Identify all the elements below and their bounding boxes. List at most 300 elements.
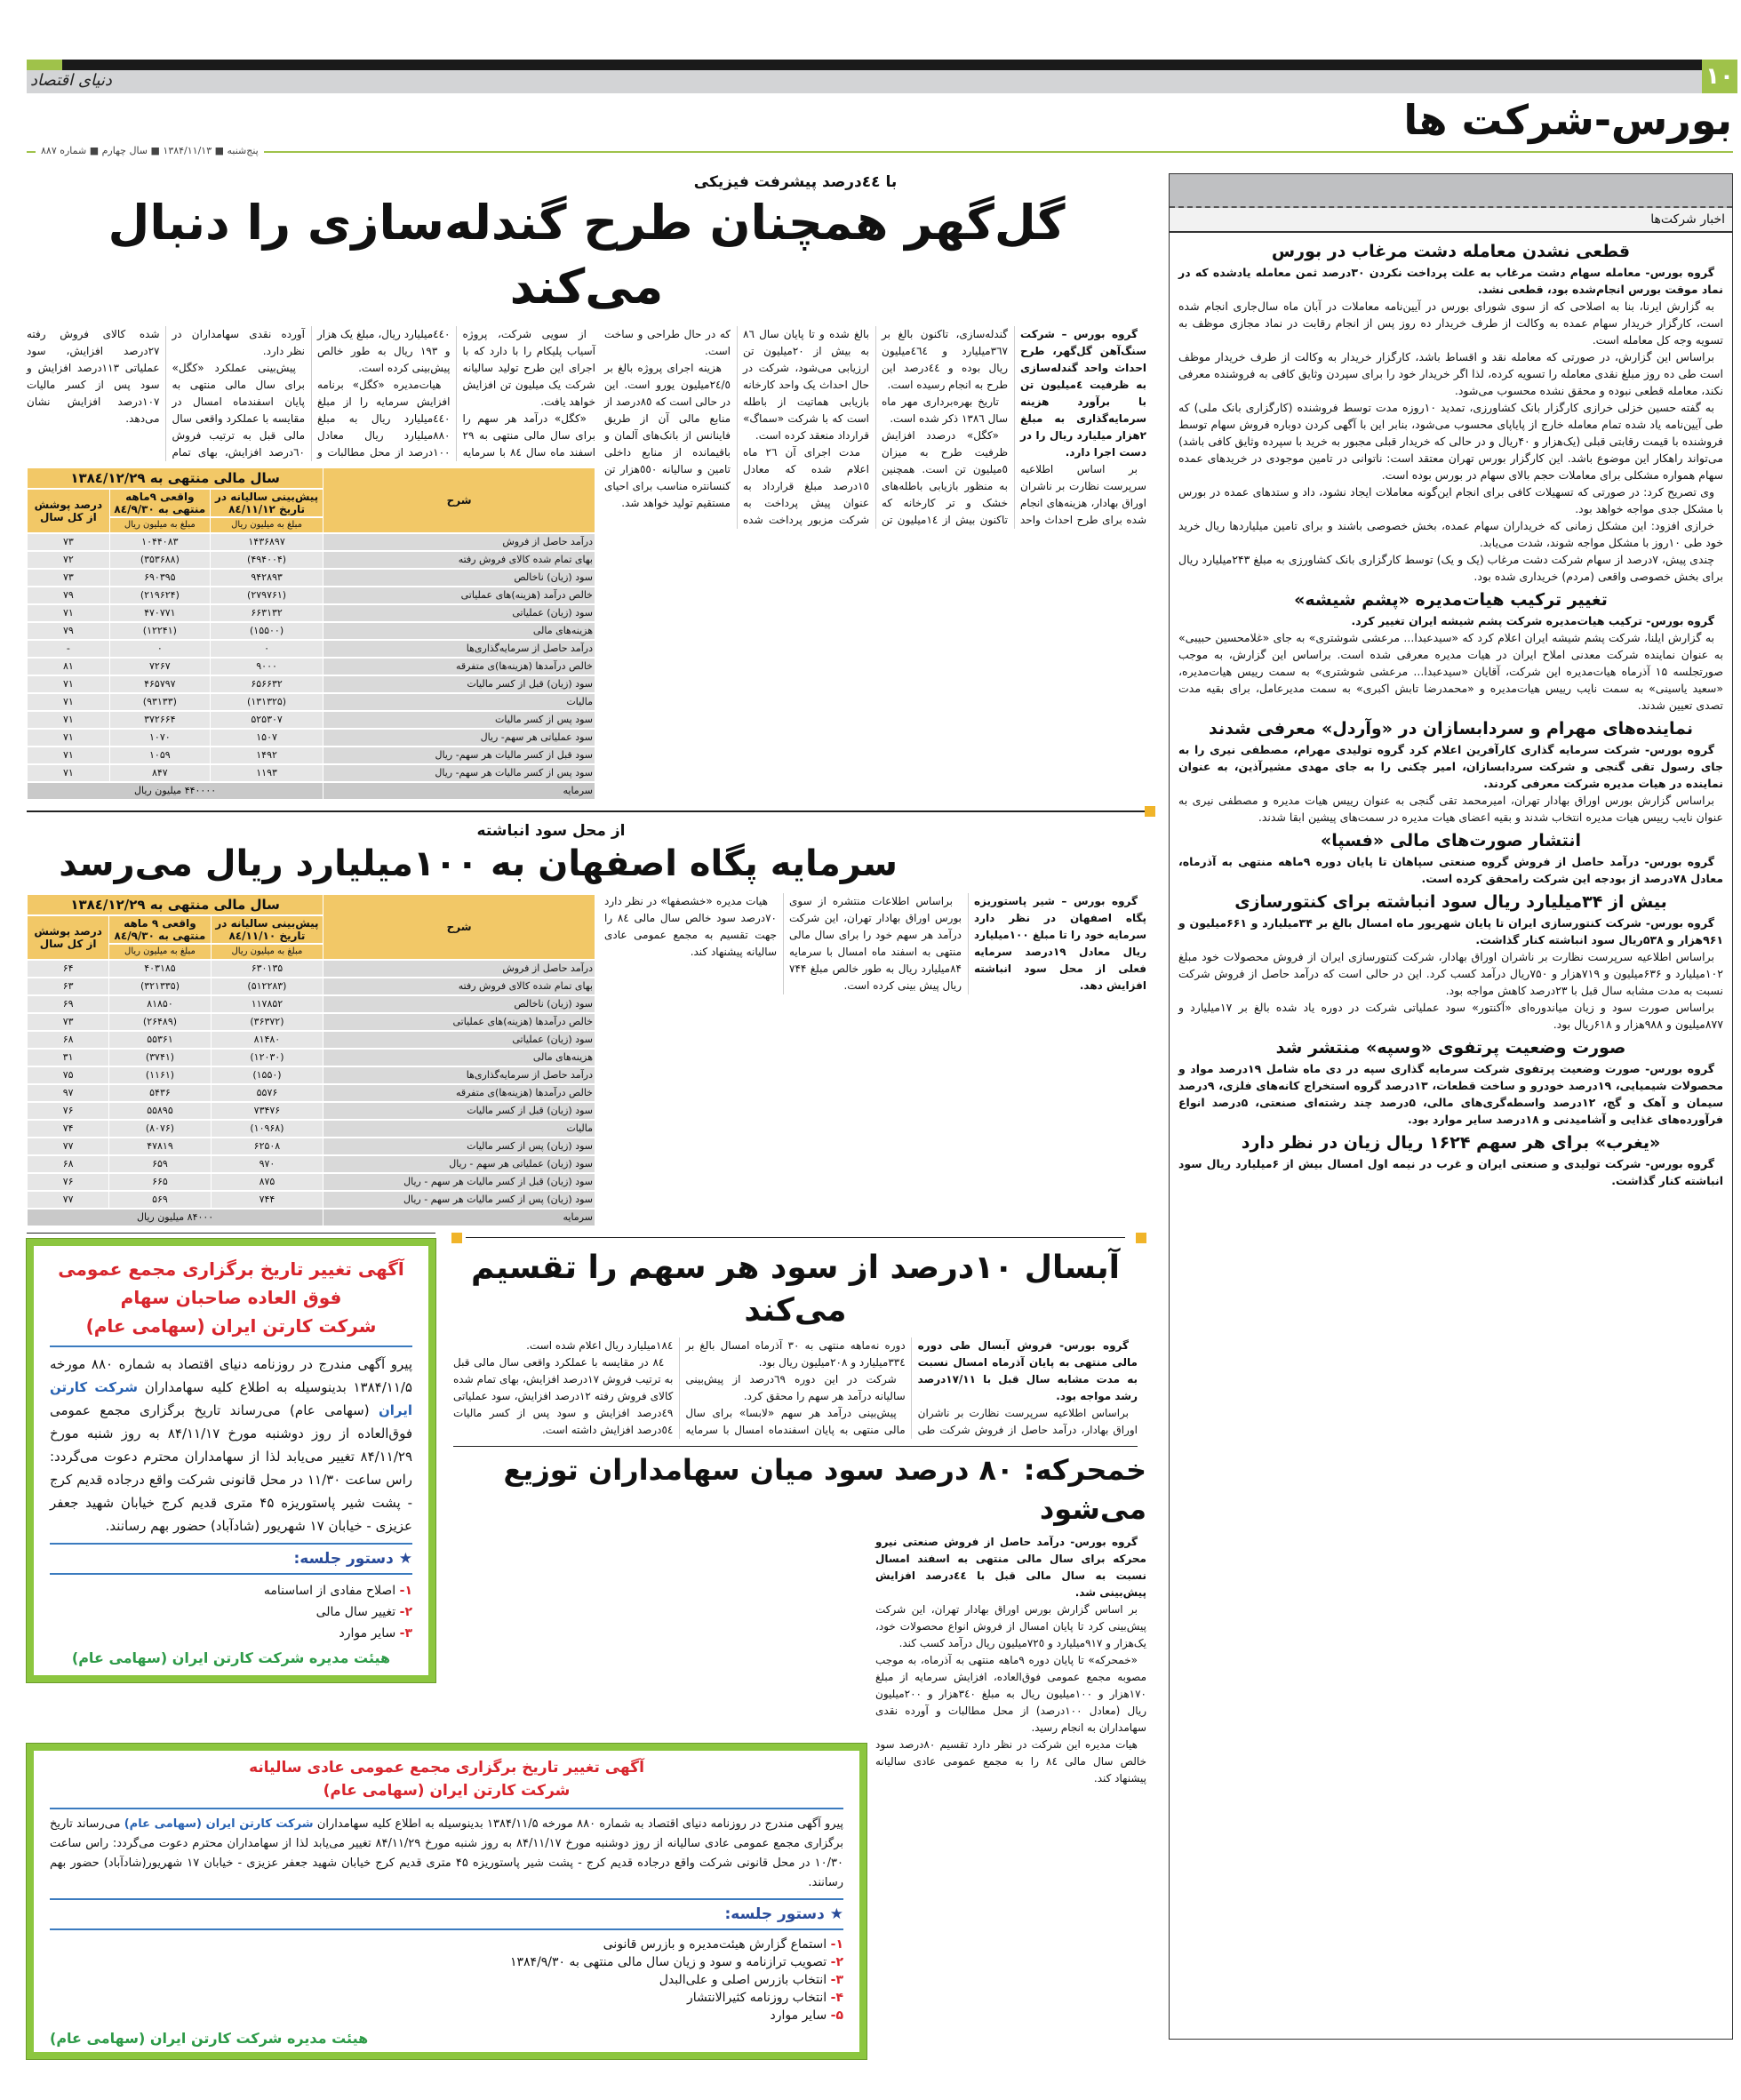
article2-body [604, 893, 1146, 994]
coverage-pct: ۶۸ [28, 1032, 108, 1048]
article-paragraph: گروه بورس- فروش آبسال طی دوره مالی منتهی به پایان آذرماه امسال نسبت به مدت مشابه سال قبل با ۱۷/۱۱درصد رشد مواجه بود. [917, 1339, 1138, 1402]
article-paragraph: ۸٤ در مقایسه با عملکرد واقعی سال مالی قبل به ترتیب فروش ۱۷درصد افزایش، بهای تمام شده کالای فروش رفته ۱۲درصد افزایش، سود عملیاتی ٤۹درصد افزایش و سود پس از کسر مالیات ٥٤درصد افزایش داشته است. [453, 1356, 674, 1436]
row-label: سود (زیان) ناخالص [323, 570, 595, 586]
unit-label: مبلغ به میلیون ریال [211, 518, 323, 532]
table-row [28, 1085, 595, 1101]
forecast-value: ۹۴۲۸۹۳ [211, 570, 323, 586]
divider-line [466, 1237, 1125, 1238]
col-header-coverage-pct: درصد پوشش از کل سال [28, 490, 109, 532]
table-row [28, 996, 595, 1012]
actual-value: ۴۶۵۷۹۷ [110, 676, 210, 692]
capital-value: ۴۴۰۰۰۰ میلیون ریال [28, 783, 323, 799]
agenda-number: ۵- [830, 2008, 843, 2023]
agenda-text: تغییر سال مالی [315, 1605, 396, 1619]
forecast-value: ۶۳۰۱۳۵ [212, 961, 323, 977]
actual-value: ۰ [110, 641, 210, 657]
table-row [28, 534, 595, 550]
ad-signature: هیئت مدیره شرکت کارتن ایران (سهامی عام) [50, 2030, 369, 2047]
ad-body-text: پیرو آگهی مندرج در روزنامه دنیای اقتصاد به شماره ۸۸۰ مورخه ۱۳۸۴/۱۱/۵ بدینوسیله به اطلاع کلیه سهامداران [313, 1817, 843, 1831]
article-paragraph: از سویی شرکت، پروژه آسیاب پلیکام را با دارد که با اجرای این طرح تولید سالیانه شرکت یک میلیون تن افزایش خواهد یافت. [462, 328, 595, 408]
agenda-text: استماع گزارش هیئت‌مدیره و بازرس قانونی [603, 1937, 827, 1952]
forecast-value: ۱۴۹۲ [211, 747, 323, 763]
news-paragraph: براساس گزارش بورس اوراق بهادار تهران، امیرمحمد تقی گنجی به عنوان رییس هیات مدیره و مصطفی نیری به عنوان نایب رییس هیات مدیره انتخاب شدند و بقیه اعضای هیات مدیره در سمت‌های پیشین ابقا شدند. [1178, 794, 1723, 824]
coverage-pct: ۹۷ [28, 1085, 108, 1101]
article-paragraph: هیات مدیره این شرکت در نظر دارد تقسیم ۸۰درصد سود خالص سال مالی ۸٤ را به مجمع عمومی عادی سالیانه پیشنهاد کند. [875, 1738, 1147, 1785]
table-period-title: سال مالی منتهی به ۱۳۸٤/۱۲/۲۹ [28, 895, 323, 914]
table-row [28, 1014, 595, 1030]
capital-label: سرمایه [323, 783, 595, 799]
coverage-pct: ۷۷ [28, 1138, 108, 1154]
forecast-value: (۳۶۳۷۲) [212, 1014, 323, 1030]
article-paragraph: تاریخ بهره‌برداری مهر ماه سال ۱۳۸٦ ذکر شده است. [882, 395, 1008, 425]
article-paragraph: پیش‌بینی درآمد هر سهم «لابسا» برای سال مالی منتهی به پایان اسفندماه امسال با سرمایه ۱۸٤میلیارد ریال اعلام شده است. [526, 1339, 906, 1436]
forecast-value: ۱۱۹۳ [211, 765, 323, 781]
news-paragraph: گروه بورس- شرکت تولیدی و صنعتی ایران و غرب در نیمه اول امسال بیش از ۶میلیارد ریال سود انباشته کنار گذاشت. [1178, 1157, 1723, 1187]
actual-value: (۸۰۷۶) [109, 1121, 210, 1137]
ad-title-line: فوق العاده صاحبان سهام [120, 1287, 342, 1308]
row-label: سود (زیان) ناخالص [323, 996, 595, 1012]
forecast-value: ۹۰۰۰ [211, 659, 323, 675]
ad-extraordinary-meeting [27, 1239, 435, 1682]
article1-financial-table [27, 467, 595, 801]
ad-body-text: پیرو آگهی مندرج در روزنامه دنیای اقتصاد به شماره ۸۸۰ مورخه ۱۳۸۴/۱۱/۵ بدینوسیله به اطلاع کلیه سهامداران [50, 1356, 412, 1395]
news-headline: «یغرب» برای هر سهم ۱۶۲۴ ریال زیان در نظر دارد [1241, 1133, 1661, 1153]
ad-body-text: می‌رساند تاریخ برگزاری مجمع عمومی عادی سالیانه از روز دوشنبه مورخ ۸۴/۱۱/۱۷ به روز شنبه مورخ ۸۴/۱۱/۲۹ تغییر می‌یابد لذا از سهامداران محترم دعوت می‌گردد: راس ساعت ۱۰/۳۰ در محل قانونی شرکت واقع درجاده قدیم کرج - پشت شیر پاستوریزه ۴۵ متری قدیم کرج خیابان شهید جعفر عزیزی - خیابان ۱۷ شهریور(شادآباد) حضور بهم رسانند. [50, 1817, 843, 1889]
actual-value: (۱۲۲۴۱) [110, 623, 210, 639]
forecast-value: (۱۳۱۳۲۵) [211, 694, 323, 710]
coverage-pct: ۶۴ [28, 961, 108, 977]
article1-headline: گل‌گهر همچنان طرح گندله‌سازی را دنبال می‌کند [108, 195, 1066, 315]
sidebar-news-item [1178, 1133, 1723, 1189]
coverage-pct: ۷۵ [28, 1067, 108, 1083]
row-label: سود (زیان) پس از کسر مالیات [323, 1138, 595, 1154]
article-paragraph: هیات مدیره «خشصفها» در نظر دارد ۷۰درصد سود خالص سال مالی ۸٤ را جهت تقسیم به مجمع عمومی عادی سالیانه پیشنهاد کند. [604, 895, 777, 958]
actual-value: (۳۵۳۶۸۸) [110, 552, 210, 568]
table-period-title: سال مالی منتهی به ۱۳۸٤/۱۲/۲۹ [28, 468, 323, 488]
row-label: سود (زیان) پس از کسر مالیات هر سهم - ریال [323, 1192, 595, 1208]
agenda-number: ۲- [830, 1955, 843, 1969]
forecast-value: ۱۱۷۸۵۲ [212, 996, 323, 1012]
col-header-description: شرح [323, 468, 595, 532]
row-label: سود (زیان) عملیاتی [323, 605, 595, 621]
agenda-text: سایر موارد [339, 1626, 396, 1641]
articles-3-4 [444, 1233, 1146, 1787]
agenda-number: ۱- [399, 1584, 412, 1598]
row-label: هزینه‌های مالی [323, 623, 595, 639]
article4-headline: خمحرکه: ۸۰ درصد سود میان سهامداران توزیع می‌شود [503, 1453, 1146, 1526]
forecast-value: (۱۲۰۳۰) [212, 1050, 323, 1066]
news-paragraph: براساس این گزارش، در صورتی که معامله نقد و اقساط باشد، کارگزار خریدار به وکالت از طرف خریدار موظف است طی ده روز مبلغ نقدی معامله را تسویه کرده، لذا اگر خریدار خود را برای سپردن وثایق کافی به فروشنده معرفی نکند، معامله قطعی نبوده و محقق نشده محسوب می‌شود. [1178, 350, 1723, 397]
article1-layout [27, 326, 1146, 801]
article1-left-block [27, 326, 595, 801]
forecast-value: ۶۲۵۰۸ [212, 1138, 323, 1154]
forecast-value: (۱۵۵۰) [212, 1067, 323, 1083]
sidebar-label: اخبار شرکت‌ها [1170, 208, 1732, 233]
ad-title-line: شرکت کارتن ایران (سهامی عام) [85, 1315, 377, 1337]
table-row [28, 978, 595, 994]
agenda-item [50, 1623, 412, 1644]
actual-value: (۳۷۴۱) [109, 1050, 210, 1066]
main-column [27, 173, 1146, 2068]
coverage-pct: ۷۱ [28, 694, 109, 710]
table-row [28, 765, 595, 781]
table-row [28, 623, 595, 639]
agenda-number: ۳- [830, 1973, 843, 1987]
section-title: بورس-شرکت ها [1403, 96, 1732, 144]
forecast-value: ۶۶۳۱۳۲ [211, 605, 323, 621]
row-label: مالیات [323, 694, 595, 710]
forecast-value: ۸۷۵ [212, 1174, 323, 1190]
ad-body [50, 1345, 412, 1545]
actual-value: ۳۷۲۶۶۴ [110, 712, 210, 728]
actual-value: (۳۲۱۳۳۵) [109, 978, 210, 994]
unit-label: مبلغ به میلیون ریال [212, 945, 323, 959]
forecast-value: ۱۴۳۶۸۹۷ [211, 534, 323, 550]
row-label: سود (زیان) قبل از کسر مالیات [323, 1103, 595, 1119]
capital-value: ۸۴۰۰۰ میلیون ریال [28, 1210, 323, 1226]
actual-value: ۱۰۴۴۰۸۳ [110, 534, 210, 550]
row-label: سود قبل از کسر مالیات هر سهم- ریال [323, 747, 595, 763]
col-header-actual: واقعی ۹ ماهه منتهی به ۸٤/۹/۳۰ [109, 916, 210, 943]
forecast-value: ۷۳۴۷۶ [212, 1103, 323, 1119]
news-paragraph: به گزارش ایلنا، شرکت پشم شیشه ایران اعلام کرد که «سیدعبدا... مرعشی شوشتری» به جای «غلامحسین حبیبی» به عنوان نماینده شرکت معدنی املاح ایران در هیات مدیره معرفی شده است. براساس این گزارش، به موجب صورتجلسه ۱۵ آذرماه هیات‌مدیره این شرکت، آقایان «سیدعبدا... مرعشی شوشتری» به سمت رییس هیات‌مدیره، «سعید یاسینی» به سمت نایب رییس هیات‌مدیره و «محمدرضا تابش اکبری» به سمت مدیرعامل، برای بقیه مدت تصدی تعیین شدند. [1178, 631, 1723, 712]
table-row [28, 641, 595, 657]
actual-value: ۴۷۰۷۷۱ [110, 605, 210, 621]
table-row [28, 694, 595, 710]
agenda-number: ۱- [830, 1937, 843, 1952]
coverage-pct: - [28, 641, 109, 657]
ad-agenda-list [50, 1580, 412, 1644]
agenda-item [50, 1601, 412, 1623]
news-paragraph: گروه بورس- صورت وضعیت پرتفوی شرکت سرمایه گذاری سپه در دی ماه شامل ۱۹درصد مواد و محصولات شیمیایی، ۱۹درصد خودرو و ساخت قطعات، ۱۳درصد گروه استخراج کانه‌های فلزی، ۹درصد سیمان و آهک و گچ، ۱۲درصد واسطه‌گری‌های مالی، ۵درصد چند رشته‌ای صنعتی، ۵درصد انواع فرآورده‌های غذایی و آشامیدنی و ۱۸درصد سایر موارد بود. [1178, 1062, 1723, 1126]
article-paragraph: «خمحرکه» تا پایان دوره ۹ماهه منتهی به آذرماه، به موجب مصوبه مجمع عمومی فوق‌العاده، افزایش سرمایه از مبلغ ۱۷۰هزار و ۱۰۰میلیون ریال به مبلغ ۳٤۰هزار و ۲۰۰میلیون ریال (معادل ۱۰۰درصد) از محل مطالبات و آورده نقدی سهامداران به انجام رسید. [875, 1654, 1146, 1734]
article-paragraph: گروه بورس – شیر پاستوریزه پگاه اصفهان در نظر دارد سرمایه خود را تا مبلغ ۱۰۰میلیارد ریال معادل ۱۹درصد سرمایه فعلی از محل سود انباشته افزایش دهد. [974, 895, 1146, 992]
coverage-pct: ۸۱ [28, 659, 109, 675]
forecast-value: ۰ [211, 641, 323, 657]
article1-body-continued [27, 326, 595, 461]
article-paragraph: شرکت در این دوره ٦۹درصد از پیش‌بینی سالیانه درآمد هر سهم را محقق کرد. [685, 1373, 906, 1402]
article-paragraph: «کگل» درصدد افزایش ظرفیت طرح به میزان ٥میلیون تن است. همچنین به منظور بازیابی باطله‌های خشک و تر کارخانه که تاکنون بیش از ١٤میلیون تن بالغ شده و تا پایان سال ۸٦ به بیش از ۲۰میلیون تن ارزیابی می‌شود، شرکت در حال احداث یک واحد کارخانه بازیابی هماتیت از باطله است که با شرکت «سماگ» قرارداد منعقد کرده است. [743, 328, 1008, 526]
ad-company-name: شرکت کارتن ایران (سهامی عام) [124, 1817, 314, 1831]
actual-value: ۴۰۳۱۸۵ [109, 961, 210, 977]
sidebar-news-item [1178, 1038, 1723, 1128]
masthead-band [27, 70, 1702, 93]
table-row [28, 1192, 595, 1208]
agenda-number: ۳- [399, 1626, 412, 1641]
row-label: سود پس از کسر مالیات هر سهم- ریال [323, 765, 595, 781]
row-label: خالص درآمدها (هزینه‌ها)ی متفرقه [323, 1085, 595, 1101]
sidebar-news-item [1178, 892, 1723, 1033]
article2-headline: سرمایه پگاه اصفهان به ۱۰۰میلیارد ریال می‌رسد [59, 843, 898, 884]
news-headline: انتشار صورت‌های مالی «فسپا» [1320, 831, 1582, 850]
newspaper-logo: دنیای اقتصاد [30, 71, 112, 90]
article-paragraph: هزینه اجرای پروژه بالغ بر ٢٤/٥میلیون یورو است. این در حالی است که ۸٥درصد از منابع مالی آن از طریق فاینانس از بانک‌های آلمان و باقیمانده از منابع داخلی تامین و سالیانه ٥٥۰هزار تن کنسانتره مناسب برای احیای مستقیم تولید خواهد شد. [604, 362, 731, 509]
agenda-item [50, 1953, 843, 1971]
unit-label: مبلغ به میلیون ریال [110, 518, 210, 532]
table-row [28, 659, 595, 675]
capital-row [28, 1210, 595, 1226]
row-label: سود (زیان) قبل از کسر مالیات [323, 676, 595, 692]
sidebar-news-item [1178, 590, 1723, 714]
article3-body [444, 1337, 1146, 1439]
coverage-pct: ۷۹ [28, 587, 109, 603]
news-paragraph: براساس اطلاعیه سرپرست نظارت بر ناشران اوراق بهادار، شرکت کنتورسازی ایران از فروش محصولات خود مبلغ ۱۰۲میلیارد و ۶۳۶میلیون و ۷۱۹هزار و ۷۵۰ریال درآمد کسب کرد. این در حالی است که درآمد حاصل از فروش شرکت نسبت به مدت مشابه سال قبل با ۲۳درصد کاهش مواجه بود. [1178, 950, 1723, 997]
ad-body-text: (سهامی عام) می‌رساند تاریخ برگزاری مجمع عمومی فوق‌العاده از روز دوشنبه مورخ ۸۴/۱۱/۱۷ به روز شنبه مورخ ۸۴/۱۱/۲۹ تغییر می‌یابد لذا از سهامداران محترم دعوت می‌گردد: راس ساعت ۱۱/۳۰ در محل قانونی شرکت واقع درجاده قدیم کرج - پشت شیر پاستوریزه ۴۵ متری قدیم کرج خیابان شهید جعفر عزیزی - خیابان ۱۷ شهریور (شادآباد) حضور بهم رسانند. [50, 1402, 413, 1534]
actual-value: (۹۳۱۳۳) [110, 694, 210, 710]
capital-row [28, 783, 595, 799]
row-label: سود (زیان) عملیاتی هر سهم - ریال [323, 1156, 595, 1172]
ad-annual-meeting [27, 1744, 867, 2059]
table-row [28, 730, 595, 746]
row-label: خالص درآمد (هزینه)های عملیاتی [323, 587, 595, 603]
article1-body [604, 326, 1146, 529]
divider [27, 806, 1146, 817]
coverage-pct: ۷۱ [28, 676, 109, 692]
news-paragraph: خرازی افزود: این مشکل زمانی که خریداران سهام عمده، بخش خصوصی باشند و برای تامین میلیاردها ریال خرید خود طی ۱۰روز با مشکل مواجه شوند، شدت می‌یابد. [1178, 519, 1723, 549]
actual-value: ۵۵۸۹۵ [109, 1103, 210, 1119]
forecast-value: ۷۴۴ [212, 1192, 323, 1208]
article3-headline: آبسال ۱۰درصد از سود هر سهم را تقسیم می‌کند [470, 1250, 1121, 1329]
agenda-number: ۲- [399, 1605, 412, 1619]
article-paragraph: بر اساس اطلاعیه سرپرست نظارت بر ناشران اوراق بهادار، هزینه‌های انجام شده برای طرح احداث واحد گندله‌سازی، تاکنون بالغ بر ۳٦۷میلیارد و ٤٦٤میلیون ریال بوده و ٤٤درصد این طرح به انجام رسیده است. [882, 328, 1146, 526]
coverage-pct: ۷۷ [28, 1192, 108, 1208]
actual-value: ۷۲۶۷ [110, 659, 210, 675]
row-label: سود (زیان) قبل از کسر مالیات هر سهم - ریال [323, 1174, 595, 1190]
actual-value: (۲۱۹۶۲۴) [110, 587, 210, 603]
ad-body [50, 1808, 843, 1900]
coverage-pct: ۶۹ [28, 996, 108, 1012]
coverage-pct: ۷۶ [28, 1174, 108, 1190]
article-paragraph: «کگل» درآمد هر سهم را برای سال مالی منتهی به ۲۹ اسفند ماه سال ۸٤ با سرمایه ٤٤۰میلیارد ریال، مبلغ یک هزار و ۱۹۳ ریال به طور خالص پیش‌بینی کرده است. [317, 328, 595, 459]
coverage-pct: ۳۱ [28, 1050, 108, 1066]
agenda-item [50, 2007, 843, 2024]
actual-value: ۶۶۵ [109, 1174, 210, 1190]
col-header-description: شرح [323, 895, 595, 959]
news-paragraph: چندی پیش، ۷درصد از سهام شرکت دشت مرغاب (یک و یک) توسط کارگزاری بانک کشاورزی به مبلغ ۲۴۳میلیارد ریال برای بخش خصوصی واقعی (مردم) خریداری شده بود. [1178, 553, 1723, 583]
forecast-value: (۴۹۴۰۰۴) [211, 552, 323, 568]
table-row [28, 552, 595, 568]
table-row [28, 1067, 595, 1083]
coverage-pct: ۷۶ [28, 1103, 108, 1119]
news-headline: قطعی نشدن معامله دشت مرغاب در بورس [1271, 242, 1631, 261]
unit-label: مبلغ به میلیون ریال [109, 945, 210, 959]
table-row [28, 712, 595, 728]
agenda-item [50, 1580, 412, 1601]
actual-value: ۱۰۷۰ [110, 730, 210, 746]
sidebar-news-list [1170, 233, 1732, 1198]
news-paragraph: براساس صورت سود و زیان میاندوره‌ای «آکنتور» سود عملیاتی شرکت در دوره یاد شده بالغ بر ۱۷میلیارد و ۸۷۷میلیون و ۹۸۸هزار و ۶۱۸ریال بود. [1178, 1001, 1723, 1031]
article2-kicker: از محل سود انباشته [476, 822, 626, 840]
row-label: سود پس از کسر مالیات [323, 712, 595, 728]
divider-line [27, 810, 1146, 812]
sidebar [1169, 173, 1733, 2040]
forecast-value: ۶۵۶۶۳۲ [211, 676, 323, 692]
actual-value: ۴۷۸۱۹ [109, 1138, 210, 1154]
news-paragraph: گروه بورس- ترکیب هیات‌مدیره شرکت پشم شیشه ایران تغییر کرد. [1351, 614, 1714, 627]
agenda-number: ۴- [830, 1991, 843, 2005]
col-header-coverage-pct: درصد پوشش از کل سال [28, 916, 108, 959]
ad-title-line: آگهی تغییر تاریخ برگزاری مجمع عمومی [58, 1258, 404, 1280]
article2-layout [27, 893, 1146, 1227]
actual-value: (۲۶۴۸۹) [109, 1014, 210, 1030]
news-headline: بیش از ۳۴میلیارد ریال سود انباشته برای کنتورسازی [1234, 892, 1667, 912]
actual-value: ۶۹۰۳۹۵ [110, 570, 210, 586]
ad-company-name: شرکت کارتن ایران [50, 1379, 412, 1418]
actual-value: (۱۱۶۱) [109, 1067, 210, 1083]
news-paragraph: گروه بورس- شرکت سرمایه گذاری کارآفرین اعلام کرد گروه تولیدی مهرام، مصطفی نیری را به جای رسول تقی گنجی و شرکت سردابسازان، امیر چکنی را به جای مهدی مشیرآذین، به عنوان نماینده در هیات مدیره شرکت معرفی کردند. [1178, 743, 1723, 790]
article-paragraph: مدت اجرای آن ۲٦ ماه اعلام شده که معادل ۱٥درصد مبلغ قرارداد به عنوان پیش پرداخت به شرکت مزبور پرداخت شده که در حال طراحی و ساخت است. [604, 328, 869, 526]
article-paragraph: گروه بورس – شرکت سنگ‌آهن گل‌گهر، طرح احداث واحد گندله‌سازی به ظرفیت ٤میلیون تن با برآورد هزینه سرمایه‌گذاری به مبلغ ۲هزار میلیارد ریال را در دست اجرا دارد. [1020, 328, 1146, 459]
ad-signature: هیئت مدیره شرکت کارتن ایران (سهامی عام) [71, 1649, 391, 1666]
row-label: درآمد حاصل از فروش [323, 961, 595, 977]
forecast-value: ۹۷۰ [212, 1156, 323, 1172]
table-row [28, 1174, 595, 1190]
masthead-bar [27, 60, 1702, 70]
row-label: درآمد حاصل از سرمایه‌گذاری‌ها [323, 1067, 595, 1083]
divider [453, 1446, 1138, 1447]
agenda-text: انتخاب بازرس اصلی و علی‌البدل [659, 1973, 827, 1987]
news-paragraph: وی تصریح کرد: در صورتی که تسهیلات کافی برای انجام این‌گونه معاملات ایجاد نشود، داد و ستدهای عمده در بورس با مشکل جدی مواجه خواهد بود. [1178, 485, 1723, 515]
ad-title-line: شرکت کارتن ایران (سهامی عام) [323, 1782, 571, 1800]
table-row [28, 1050, 595, 1066]
row-label: درآمد حاصل از فروش [323, 534, 595, 550]
forecast-value: (۱۵۵۰۰) [211, 623, 323, 639]
agenda-text: سایر موارد [770, 2008, 827, 2023]
news-headline: نماینده‌های مهرام و سردابسازان در «وآردل» معرفی شدند [1209, 719, 1693, 739]
divider-marker [1136, 1233, 1146, 1243]
actual-value: ۸۱۸۵۰ [109, 996, 210, 1012]
col-header-forecast: پیش‌بینی سالیانه در تاریخ ۸٤/۱۱/۱۲ [211, 490, 323, 516]
sidebar-news-item [1178, 831, 1723, 887]
news-paragraph: گروه بورس- معامله سهام دشت مرغاب به علت پرداخت نکردن ۳۰درصد ثمن معامله یادشده که در نماد موقت بورس انجام‌شده بود، قطعی نشد. [1178, 266, 1723, 296]
financial-table [27, 467, 595, 801]
coverage-pct: ۷۳ [28, 1014, 108, 1030]
sidebar-header [1170, 174, 1732, 208]
table-row [28, 676, 595, 692]
sidebar-news-item [1178, 719, 1723, 826]
row-label: درآمد حاصل از سرمایه‌گذاری‌ها [323, 641, 595, 657]
article-paragraph: گروه بورس- درآمد حاصل از فروش صنعتی نیرو محرکه برای سال مالی منتهی به اسفند امسال نسبت به سال مالی قبل با ٤٤درصد افزایش پیش‌بینی شد. [875, 1536, 1147, 1599]
forecast-value: (۲۷۹۷۶۱) [211, 587, 323, 603]
actual-value: ۵۴۳۶ [109, 1085, 210, 1101]
dateline: پنج‌شنبه ■ ۱۳۸۴/۱۱/۱۳ ■ سال چهارم ■ شماره ۸۸۷ [36, 145, 264, 156]
financial-table [27, 893, 595, 1227]
table-row [28, 1138, 595, 1154]
row-label: خالص درآمدها (هزینه)های عملیاتی [323, 1014, 595, 1030]
agenda-item [50, 1936, 843, 1953]
article4-body [875, 1534, 1146, 1787]
forecast-value: (۱۰۹۶۸) [212, 1121, 323, 1137]
row-label: بهای تمام شده کالای فروش رفته [323, 552, 595, 568]
coverage-pct: ۷۴ [28, 1121, 108, 1137]
coverage-pct: ۷۳ [28, 534, 109, 550]
forecast-value: ۵۲۵۳۰۷ [211, 712, 323, 728]
table-row [28, 747, 595, 763]
table-row [28, 587, 595, 603]
ad-title-line: آگهی تغییر تاریخ برگزاری مجمع عمومی عادی سالیانه [249, 1759, 644, 1777]
col-header-actual: واقعی ۹ماهه منتهی به ۸٤/۹/۳۰ [110, 490, 210, 516]
actual-value: ۵۵۳۶۱ [109, 1032, 210, 1048]
table-row [28, 1156, 595, 1172]
news-paragraph: گروه بورس- درآمد حاصل از فروش گروه صنعتی سپاهان تا پایان دوره ۹ماهه منتهی به آذرماه، معادل ۷۸درصد از بودجه این شرکت رامحقق کرده است. [1178, 855, 1723, 885]
table-row [28, 570, 595, 586]
article-paragraph: براساس اطلاعات منتشره از سوی بورس اوراق بهادار تهران، این شرکت درآمد هر سهم خود را برای سال مالی منتهی به اسفند ماه امسال با سرمایه ۸۴میلیارد ریال به طور خالص مبلغ ۷۴۴ ریال پیش بینی کرده است. [789, 895, 962, 992]
page-number: ۱۰ [1702, 60, 1737, 93]
row-label: سود (زیان) عملیاتی [323, 1032, 595, 1048]
row-label: هزینه‌های مالی [323, 1050, 595, 1066]
actual-value: ۶۵۹ [109, 1156, 210, 1172]
news-paragraph: گروه بورس- شرکت کنتورسازی ایران تا پایان شهریور ماه امسال بالغ بر ۳۴میلیارد و ۶۶۱میلیون و ۹۶۱هزار و ۵۳۸ریال سود انباشته کنار گذاشت. [1178, 916, 1723, 946]
article-paragraph: هیات‌مدیره «کگل» برنامه افزایش سرمایه را از مبلغ ٤٤۰میلیارد ریال به مبلغ ۸۸۰میلیارد ریال معادل ۱۰۰درصد از محل مطالبات و آورده نقدی سهامداران در نظر دارد. [172, 328, 451, 459]
news-paragraph: به گزارش ایرنا، بنا به اصلاحی که از سوی شورای بورس در آیین‌نامه معاملات در آبان ماه سال‌جاری انجام شده است، کارگزار خریدار سهام عمده به وکالت از طرف خریدار ده روز پس از انجام رقابت در نماد مجازی موظف به تسویه وجه کل معامله است. [1178, 299, 1723, 347]
capital-label: سرمایه [323, 1210, 595, 1226]
news-paragraph: به گفته حسین خزلی خرازی کارگزار بانک کشاورزی، تمدید ۱۰روزه مدت توسط فروشنده (کارگزاری بانک ملی) که طی آیین‌نامه یاد شده تمام معامله خارج از پایاپای محسوب می‌شود، بنابر این با آگهی کردن دوباره فروش سهام توسط فروشنده با قیمت رقابتی قبلی (یک‌هزار و ۴۰ریال و در حالی که خریدار قبلی مجبور به خرید با سپرده وثایق کافی باشد) می‌تواند راهکار این موضوع باشد. این کارگزار بورس تهران معتقد است: ناتوانی در تامین موجودی در خریدهای عمده سهام همواره مشکلی برای معاملات حجم بالای سهام در بورس بوده است. [1178, 401, 1723, 482]
coverage-pct: ۷۱ [28, 765, 109, 781]
coverage-pct: ۶۸ [28, 1156, 108, 1172]
coverage-pct: ۷۱ [28, 747, 109, 763]
coverage-pct: ۷۹ [28, 623, 109, 639]
coverage-pct: ۶۳ [28, 978, 108, 994]
article-paragraph: پیش‌بینی عملکرد «کگل» برای سال مالی منتهی به پایان اسفندماه امسال در مقایسه با عملکرد واقعی سال مالی قبل به ترتیب فروش ٦۰درصد افزایش، بهای تمام شده کالای فروش رفته ۲۷درصد افزایش، سود عملیاتی ۱۱۳درصد افزایش و سود پس از کسر مالیات ۱۰۷درصد افزایش نشان می‌دهد. [27, 328, 305, 459]
actual-value: ۸۴۷ [110, 765, 210, 781]
article2-financial-table [27, 893, 595, 1227]
agenda-item [50, 1989, 843, 2007]
coverage-pct: ۷۱ [28, 605, 109, 621]
divider-marker [1145, 806, 1155, 817]
sidebar-news-item [1178, 242, 1723, 585]
ad-agenda-list [50, 1936, 843, 2024]
article1-kicker: با ٤٤درصد پیشرفت فیزیکی [693, 173, 898, 191]
forecast-value: ۸۱۴۸۰ [212, 1032, 323, 1048]
agenda-text: انتخاب روزنامه کثیرالانتشار [686, 1991, 827, 2005]
col-header-forecast: پیش‌بینی سالیانه در تاریخ ۸٤/۱۱/۱۰ [212, 916, 323, 943]
table-row [28, 1121, 595, 1137]
agenda-item [50, 1971, 843, 1989]
table-row [28, 961, 595, 977]
coverage-pct: ۷۱ [28, 730, 109, 746]
actual-value: ۱۰۵۹ [110, 747, 210, 763]
news-headline: صورت وضعیت پرتفوی «وسپه» منتشر شد [1275, 1038, 1626, 1058]
news-headline: تغییر ترکیب هیات‌مدیره «پشم شیشه» [1294, 590, 1608, 610]
article-paragraph: براساس اطلاعیه سرپرست نظارت بر ناشران اوراق بهادار، درآمد حاصل از فروش شرکت طی دوره نه‌ماهه منتهی به ۳۰ آذرماه امسال بالغ بر ۳۳٤میلیارد و ۲۰۸میلیون ریال بود. [685, 1339, 1138, 1436]
divider [444, 1233, 1146, 1243]
coverage-pct: ۷۱ [28, 712, 109, 728]
forecast-value: ۵۵۷۶ [212, 1085, 323, 1101]
coverage-pct: ۷۲ [28, 552, 109, 568]
table-row [28, 1103, 595, 1119]
ad-agenda-title: ★ دستور جلسه: [50, 1550, 412, 1575]
table-row [28, 605, 595, 621]
masthead-accent [27, 60, 62, 70]
bottom-area [27, 1233, 1146, 2068]
ad-agenda-title: ★ دستور جلسه: [50, 1905, 843, 1930]
coverage-pct: ۷۳ [28, 570, 109, 586]
actual-value: ۵۶۹ [109, 1192, 210, 1208]
divider [27, 1233, 435, 1234]
agenda-text: تصویب ترازنامه و سود و زیان سال مالی منتهی به ۱۳۸۴/۹/۳۰ [509, 1955, 827, 1969]
row-label: سود عملیاتی هر سهم- ریال [323, 730, 595, 746]
article-paragraph: بر اساس گزارش بورس اوراق بهادار تهران، این شرکت پیش‌بینی کرد تا پایان امسال از فروش انواع محصولات خود، یک‌هزار و ۹۱۷میلیارد و ۷۲٥میلیون ریال درآمد کسب کند. [875, 1603, 1146, 1649]
table-row [28, 1032, 595, 1048]
divider-marker [451, 1233, 462, 1243]
row-label: خالص درآمدها (هزینه‌ها)ی متفرقه [323, 659, 595, 675]
agenda-text: اصلاح مفادی از اساسنامه [263, 1584, 396, 1598]
forecast-value: (۵۱۲۲۸۳) [212, 978, 323, 994]
dateline-rule [27, 151, 1733, 153]
row-label: بهای تمام شده کالای فروش رفته [323, 978, 595, 994]
row-label: مالیات [323, 1121, 595, 1137]
forecast-value: ۱۵۰۷ [211, 730, 323, 746]
